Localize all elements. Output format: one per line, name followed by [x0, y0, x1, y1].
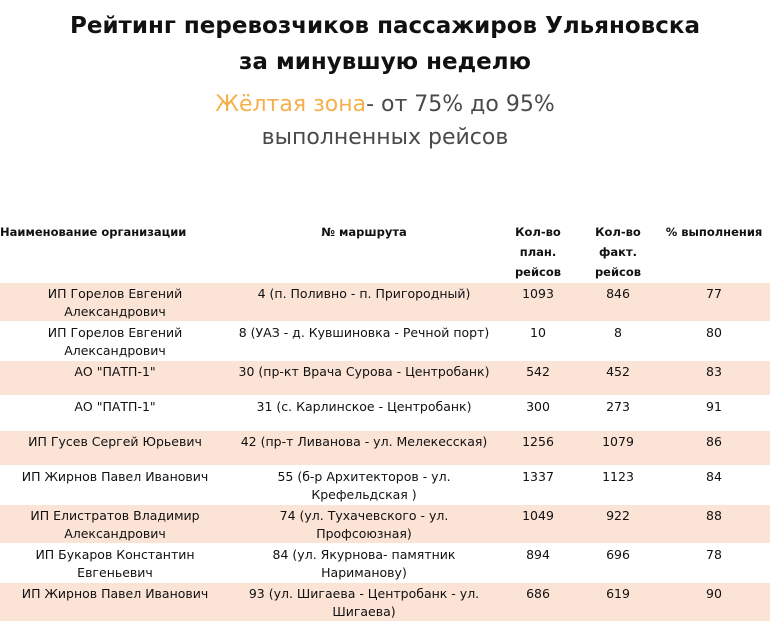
title-line-2: за минувшую неделю	[0, 44, 770, 80]
cell-fact: 922	[578, 505, 658, 544]
table-row	[0, 322, 770, 361]
table-row	[0, 361, 770, 396]
zone-name: Жёлтая зона	[215, 92, 366, 117]
cell-fact: 273	[578, 396, 658, 431]
cell-pct: 83	[658, 361, 770, 396]
cell-org: ИП Горелов Евгений Александрович	[0, 283, 230, 322]
title-line-1: Рейтинг перевозчиков пассажиров Ульяновска	[0, 8, 770, 44]
cell-fact: 696	[578, 544, 658, 583]
zone-line-1	[0, 88, 770, 121]
table-row	[0, 583, 770, 621]
cell-pct: 88	[658, 505, 770, 544]
cell-pct: 84	[658, 466, 770, 505]
cell-plan: 300	[498, 396, 578, 431]
table-row	[0, 544, 770, 583]
page-title	[0, 8, 770, 80]
cell-org: ИП Гусев Сергей Юрьевич	[0, 431, 230, 466]
cell-pct: 77	[658, 283, 770, 322]
table-row	[0, 396, 770, 431]
header-plan: Кол-во план. рейсов	[498, 222, 578, 283]
cell-fact: 619	[578, 583, 658, 621]
zone-range: - от 75% до 95%	[366, 92, 555, 117]
header-fact: Кол-во факт. рейсов	[578, 222, 658, 283]
cell-route: 8 (УАЗ - д. Кувшиновка - Речной порт)	[230, 322, 498, 361]
cell-plan: 542	[498, 361, 578, 396]
cell-route: 4 (п. Поливно - п. Пригородный)	[230, 283, 498, 322]
cell-fact: 1079	[578, 431, 658, 466]
cell-org: ИП Жирнов Павел Иванович	[0, 466, 230, 505]
cell-fact: 8	[578, 322, 658, 361]
table-header-row	[0, 222, 770, 283]
cell-fact: 1123	[578, 466, 658, 505]
cell-org: ИП Горелов Евгений Александрович	[0, 322, 230, 361]
cell-route: 74 (ул. Тухачевского - ул. Профсоюзная)	[230, 505, 498, 544]
cell-plan: 1049	[498, 505, 578, 544]
carriers-table	[0, 222, 770, 621]
cell-route: 42 (пр-т Ливанова - ул. Мелекесская)	[230, 431, 498, 466]
cell-plan: 1093	[498, 283, 578, 322]
cell-fact: 452	[578, 361, 658, 396]
cell-pct: 91	[658, 396, 770, 431]
header-route: № маршрута	[230, 222, 498, 283]
cell-route: 93 (ул. Шигаева - Центробанк - ул. Шигаева)	[230, 583, 498, 621]
table-row	[0, 283, 770, 322]
cell-route: 30 (пр-кт Врача Сурова - Центробанк)	[230, 361, 498, 396]
cell-org: ИП Елистратов Владимир Александрович	[0, 505, 230, 544]
cell-plan: 686	[498, 583, 578, 621]
cell-org: ИП Жирнов Павел Иванович	[0, 583, 230, 621]
zone-subtitle	[0, 88, 770, 154]
zone-line-2: выполненных рейсов	[0, 121, 770, 154]
cell-plan: 10	[498, 322, 578, 361]
cell-plan: 1337	[498, 466, 578, 505]
cell-pct: 78	[658, 544, 770, 583]
table-row	[0, 466, 770, 505]
cell-pct: 86	[658, 431, 770, 466]
cell-plan: 894	[498, 544, 578, 583]
table-row	[0, 431, 770, 466]
table-row	[0, 505, 770, 544]
cell-org: АО "ПАТП-1"	[0, 396, 230, 431]
cell-fact: 846	[578, 283, 658, 322]
cell-route: 55 (б-р Архитекторов - ул. Крефельдская )	[230, 466, 498, 505]
cell-route: 31 (с. Карлинское - Центробанк)	[230, 396, 498, 431]
cell-plan: 1256	[498, 431, 578, 466]
header-pct: % выполнения	[658, 222, 770, 283]
header-org: Наименование организации	[0, 222, 230, 283]
cell-org: АО "ПАТП-1"	[0, 361, 230, 396]
cell-pct: 90	[658, 583, 770, 621]
cell-org: ИП Букаров Константин Евгеньевич	[0, 544, 230, 583]
cell-pct: 80	[658, 322, 770, 361]
cell-route: 84 (ул. Якурнова- памятник Нариманову)	[230, 544, 498, 583]
